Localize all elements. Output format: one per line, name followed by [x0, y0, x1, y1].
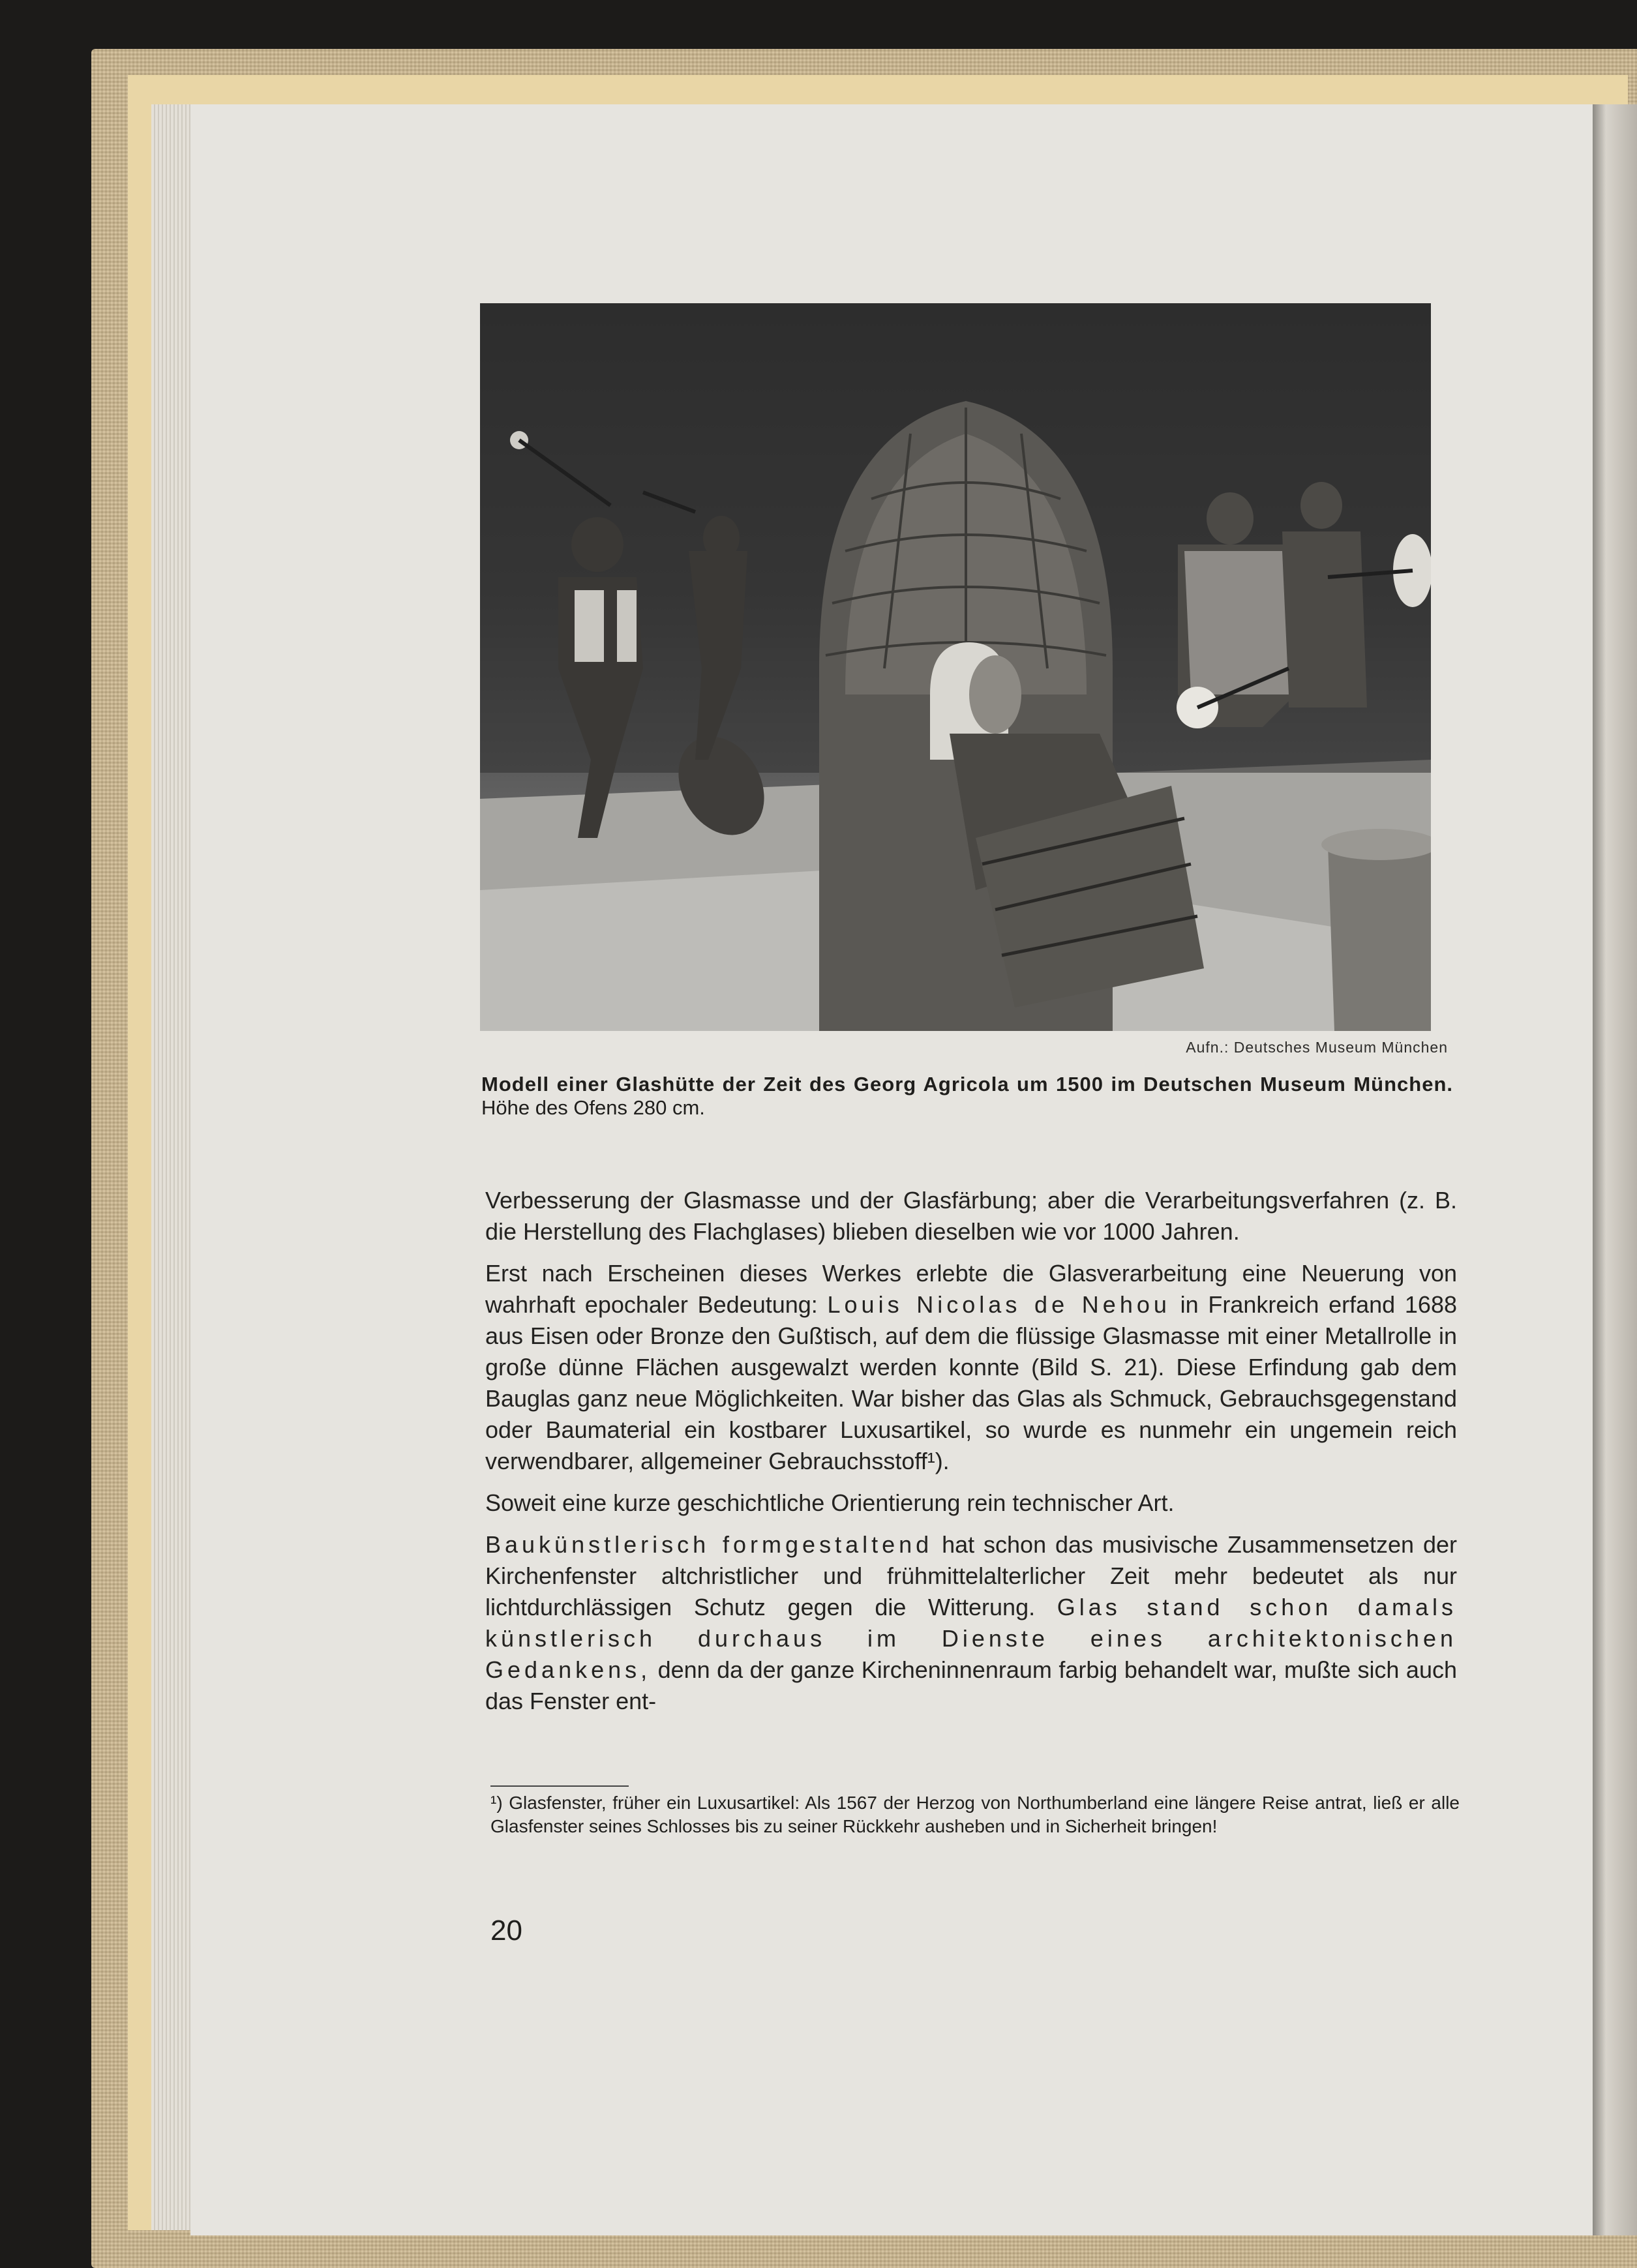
caption-title: Modell einer Glashütte der Zeit des Georg Agricola um 1500 im Deutschen Museum München. [481, 1073, 1453, 1096]
glasshouse-photo [480, 303, 1431, 1031]
paragraph-2 [485, 1258, 1457, 1477]
body-text [485, 1185, 1457, 1727]
emphasis-1: Baukünstlerisch formgestaltend [485, 1531, 933, 1558]
page-number: 20 [490, 1915, 522, 1947]
glasshouse-illustration [480, 303, 1431, 1031]
emphasis-2: Glas stand schon damals künstlerisch durchaus im Dienste eines architektonischen Gedankens, [485, 1594, 1457, 1683]
paragraph-4 [485, 1529, 1457, 1717]
paragraph-2-start: Erst nach Erscheinen dieses Werkes erlebte die Glasverarbeitung eine Neuerung von wahrhaft epochaler Bedeutung: [485, 1260, 1457, 1318]
paragraph-2-end: in Frankreich erfand 1688 aus Eisen oder Bronze den Gußtisch, auf dem die flüssige Glasmasse mit einer Metallrolle in große dünne Flächen ausgewalzt werden konnte (Bild S. 21). Diese Erfindung gab dem Bauglas ganz neue Möglichkeiten. War bisher das Glas als Schmuck, Gebrauchsgegenstand oder Baumaterial ein kostbarer Luxusartikel, so wurde es nunmehr ein ungemein reich verwendbarer, allgemeiner Gebrauchsstoff¹). [485, 1291, 1457, 1474]
page-gutter-shadow [1593, 104, 1637, 2235]
caption-detail: Höhe des Ofens 280 cm. [481, 1096, 705, 1119]
photo-credit: Aufn.: Deutsches Museum München [1186, 1039, 1448, 1056]
footnote-divider [490, 1785, 629, 1787]
footnote: ¹) Glasfenster, früher ein Luxusartikel: Als 1567 der Herzog von Northumberland eine längere Reise antrat, ließ er alle Glasfenster seines Schlosses bis zu seiner Rückkehr ausheben und in Sicherheit bringen! [490, 1793, 1460, 1836]
inventor-name: Louis Nicolas de Nehou [827, 1291, 1171, 1318]
paragraph-4-end: denn da der ganze Kircheninnenraum farbig behandelt war, mußte sich auch das Fenster ent- [485, 1656, 1457, 1714]
paragraph-3: Soweit eine kurze geschichtliche Orientierung rein technischer Art. [485, 1489, 1175, 1516]
paragraph-1: Verbesserung der Glasmasse und der Glasfärbung; aber die Verarbeitungsverfahren (z. B. die Herstellung des Flachglases) blieben dieselben wie vor 1000 Jahren. [485, 1187, 1457, 1245]
photo-caption [481, 1073, 1453, 1120]
paragraph-4-middle: hat schon das musivische Zusammensetzen der Kirchenfenster altchristlicher und frühmittelalterlicher Zeit mehr bedeutet als nur lichtdurchlässigen Schutz gegen die Witterung. [485, 1531, 1457, 1620]
